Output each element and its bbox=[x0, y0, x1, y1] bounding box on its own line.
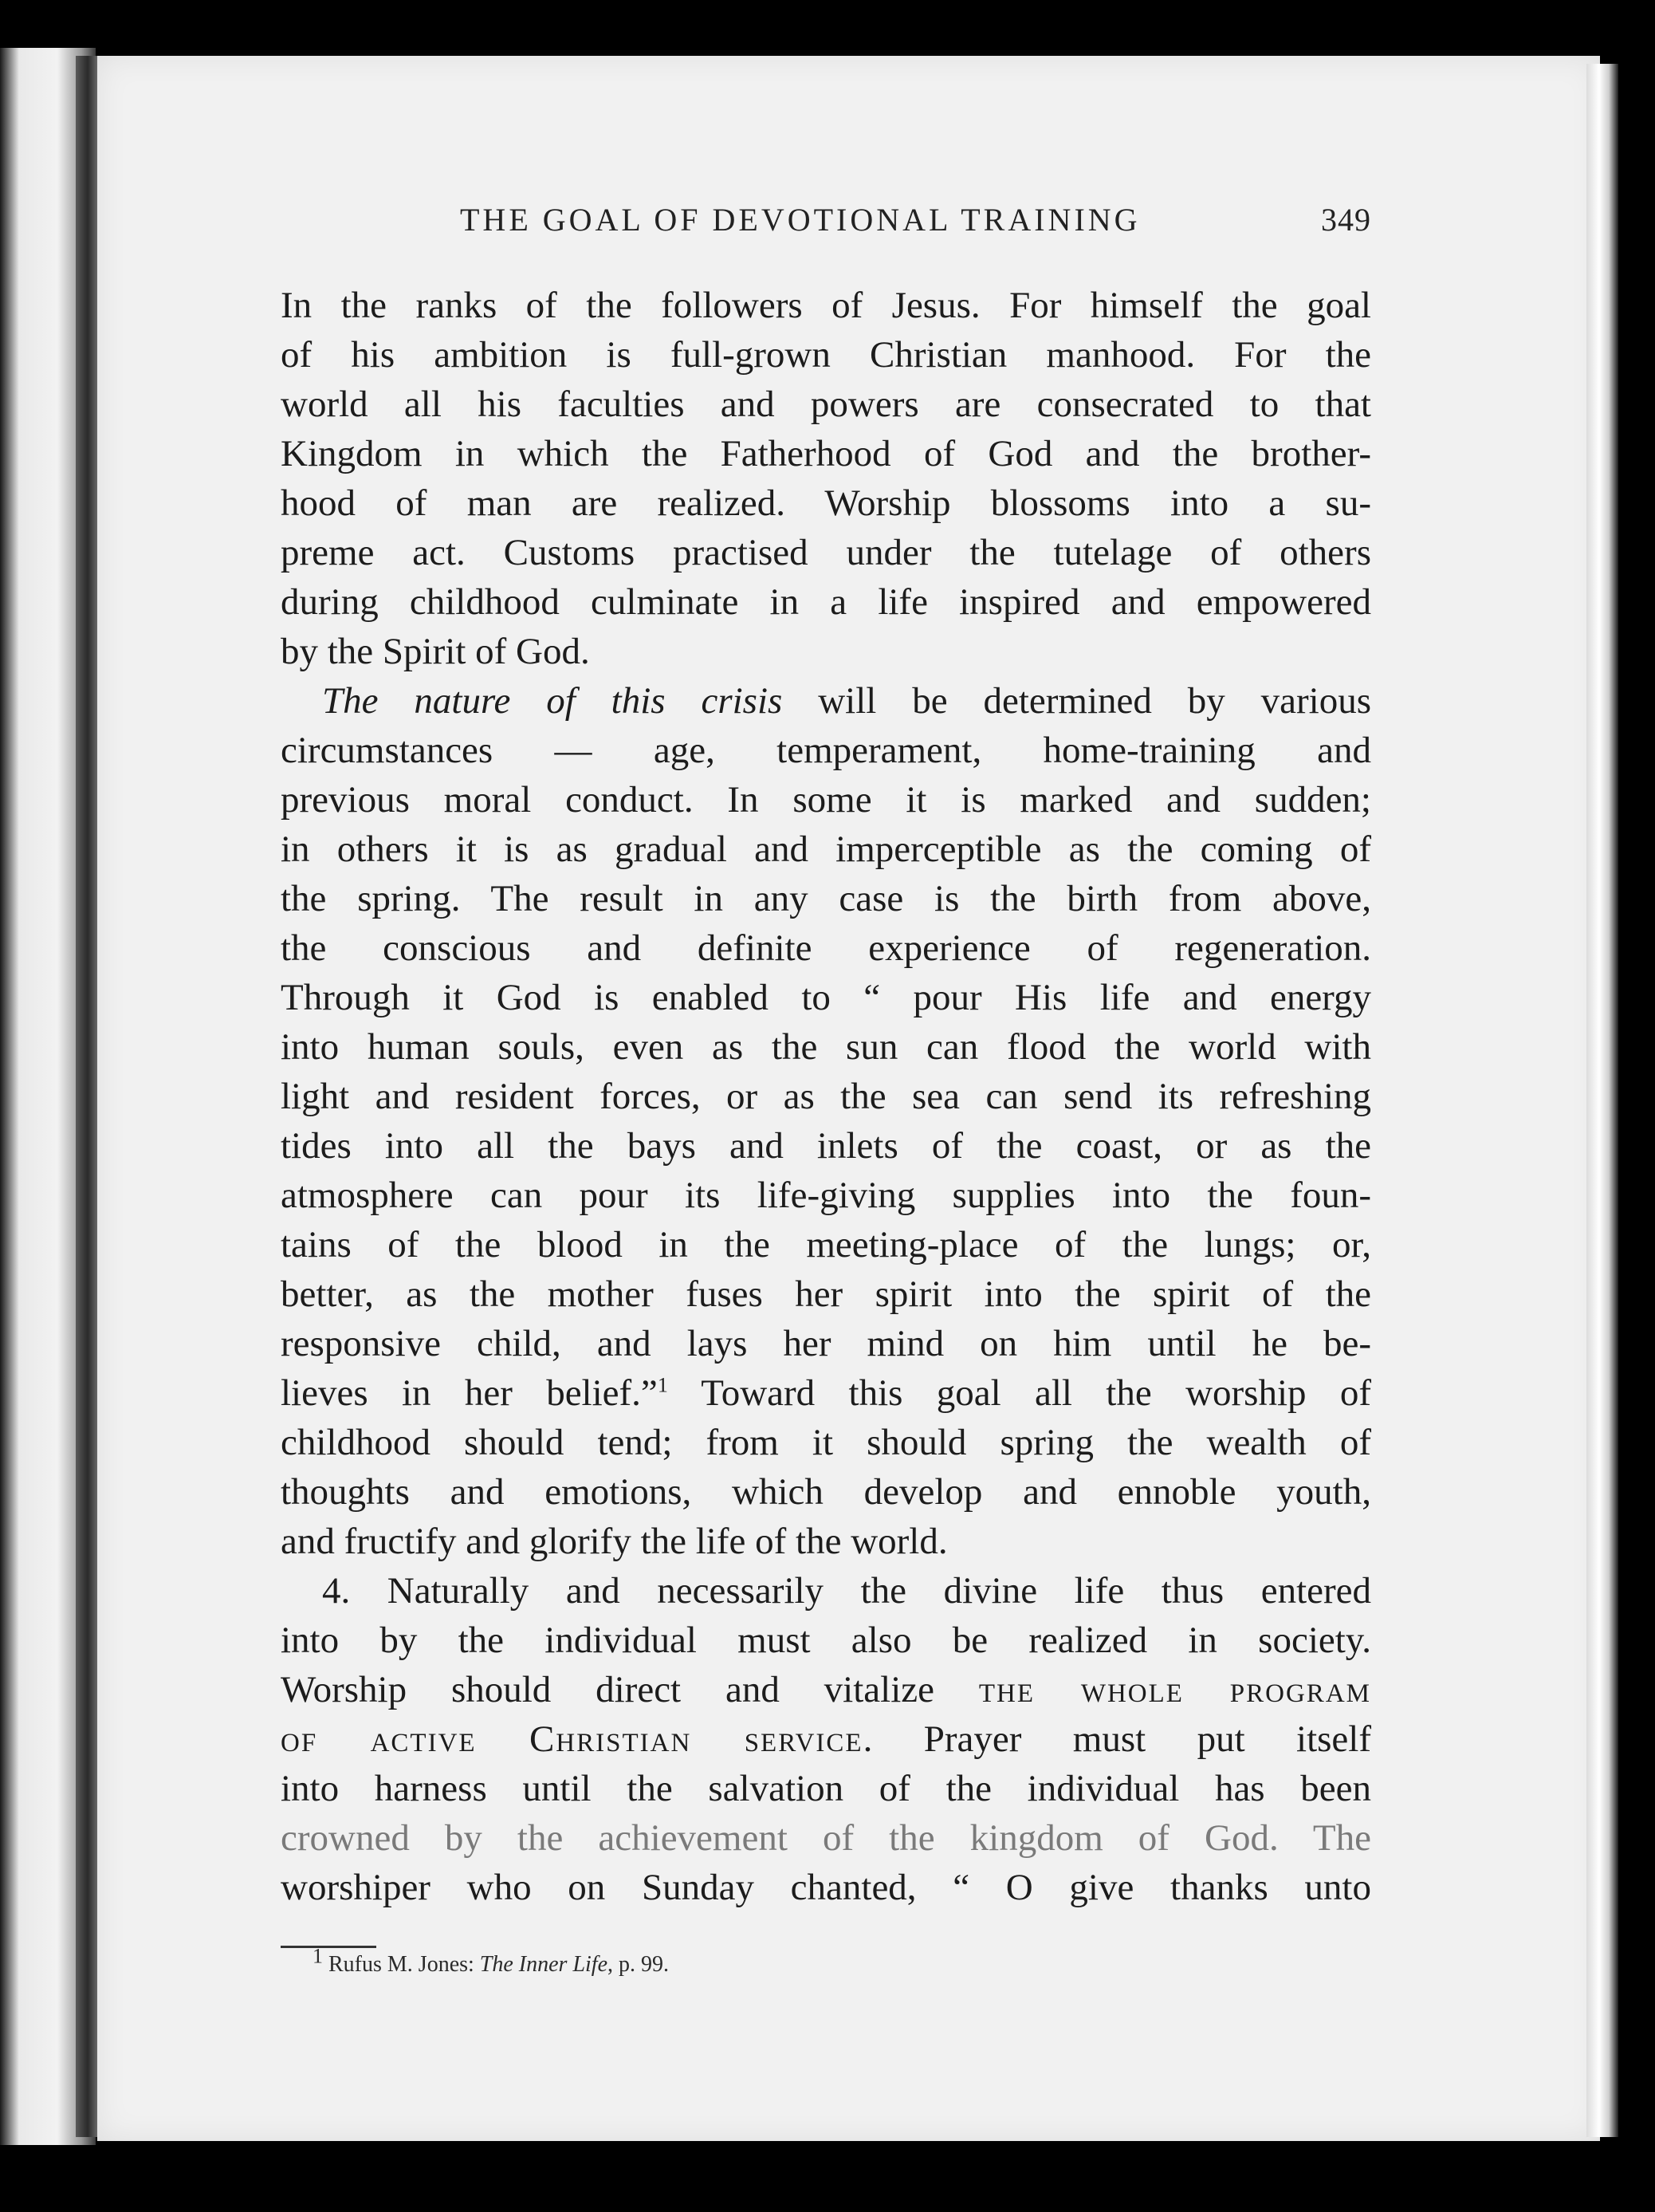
text-line: into harness until the salvation of the individual has been bbox=[281, 1768, 1371, 1809]
text-line bbox=[281, 1665, 1371, 1714]
body-text bbox=[281, 281, 1371, 1912]
text-line: circumstances — age, temperament, home-training and bbox=[281, 730, 1371, 771]
text-line: crowned by the achievement of the kingdom of God. The bbox=[281, 1817, 1371, 1859]
text-line: hood of man are realized. Worship blossoms into a su- bbox=[281, 482, 1371, 524]
footnote bbox=[313, 1944, 670, 1978]
text-line: tides into all the bays and inlets of the coast, or as the bbox=[281, 1125, 1371, 1167]
paragraph-1 bbox=[281, 281, 1371, 676]
footnote-ref: , p. 99. bbox=[607, 1952, 670, 1977]
text-line: 4. Naturally and necessarily the divine life thus entered bbox=[322, 1570, 1371, 1612]
text-line: worshiper who on Sunday chanted, “ O give thanks unto bbox=[281, 1867, 1371, 1908]
text-line: atmosphere can pour its life-giving supplies into the foun- bbox=[281, 1175, 1371, 1216]
footnote-rule bbox=[281, 1946, 376, 1948]
text-line: the spring. The result in any case is the birth from above, bbox=[281, 878, 1371, 919]
text-run: Toward this goal all the worship of bbox=[667, 1372, 1371, 1414]
text-line: Kingdom in which the Fatherhood of God and the brother- bbox=[281, 433, 1371, 474]
text-line: tains of the blood in the meeting-place of the lungs; or, bbox=[281, 1224, 1371, 1265]
text-line: in others it is as gradual and imperceptible as the coming of bbox=[281, 829, 1371, 870]
paragraph-3 bbox=[281, 1566, 1371, 1912]
text-line: thoughts and emotions, which develop and ennoble youth, bbox=[281, 1471, 1371, 1513]
text-run: . Prayer must put itself bbox=[863, 1718, 1371, 1760]
text-line: previous moral conduct. In some it is marked and sudden; bbox=[281, 779, 1371, 821]
text-line bbox=[281, 1714, 1371, 1764]
text-line: into human souls, even as the sun can flood the world with bbox=[281, 1026, 1371, 1068]
paragraph-2 bbox=[281, 676, 1371, 1566]
footnote-reference: 1 bbox=[657, 1373, 668, 1397]
footnote-title: The Inner Life bbox=[479, 1952, 608, 1977]
text-line: world all his faculties and powers are consecrated to that bbox=[281, 384, 1371, 425]
running-title: THE GOAL OF DEVOTIONAL TRAINING bbox=[460, 202, 1141, 238]
text-line: better, as the mother fuses her spirit into the spirit of the bbox=[281, 1273, 1371, 1315]
page-number: 349 bbox=[1321, 202, 1371, 238]
smallcaps-phrase: of active Christian service bbox=[281, 1718, 863, 1760]
text-line: In the ranks of the followers of Jesus. For himself the goal bbox=[281, 285, 1371, 326]
right-page-edge bbox=[1586, 64, 1618, 2137]
smallcaps-phrase: the whole program bbox=[978, 1669, 1371, 1710]
italic-phrase: The nature of this crisis bbox=[322, 680, 783, 722]
text-line: during childhood culminate in a life inspired and empowered bbox=[281, 581, 1371, 623]
text-line: the conscious and definite experience of regeneration. bbox=[281, 927, 1371, 969]
text-line: and fructify and glorify the life of the world. bbox=[281, 1521, 948, 1562]
text-run: lieves in her belief.” bbox=[281, 1372, 658, 1414]
text-line: Through it God is enabled to “ pour His life and energy bbox=[281, 977, 1371, 1018]
text-line bbox=[281, 676, 1371, 726]
text-line: responsive child, and lays her mind on him until he be- bbox=[281, 1323, 1371, 1364]
footnote-author: Rufus M. Jones: bbox=[323, 1952, 480, 1977]
text-run: will be determined by various bbox=[782, 680, 1372, 722]
text-line: preme act. Customs practised under the tutelage of others bbox=[281, 532, 1371, 573]
text-line: light and resident forces, or as the sea can send its refreshing bbox=[281, 1076, 1371, 1117]
text-line: of his ambition is full-grown Christian manhood. For the bbox=[281, 334, 1371, 376]
text-run: Worship should direct and vitalize bbox=[281, 1669, 979, 1710]
text-line: into by the individual must also be realized in society. bbox=[281, 1620, 1371, 1661]
text-line: childhood should tend; from it should spring the wealth of bbox=[281, 1422, 1371, 1463]
text-line: by the Spirit of God. bbox=[281, 631, 590, 672]
footnote-mark: 1 bbox=[313, 1944, 323, 1968]
binding-shadow bbox=[76, 56, 100, 2137]
text-line bbox=[281, 1368, 1371, 1418]
